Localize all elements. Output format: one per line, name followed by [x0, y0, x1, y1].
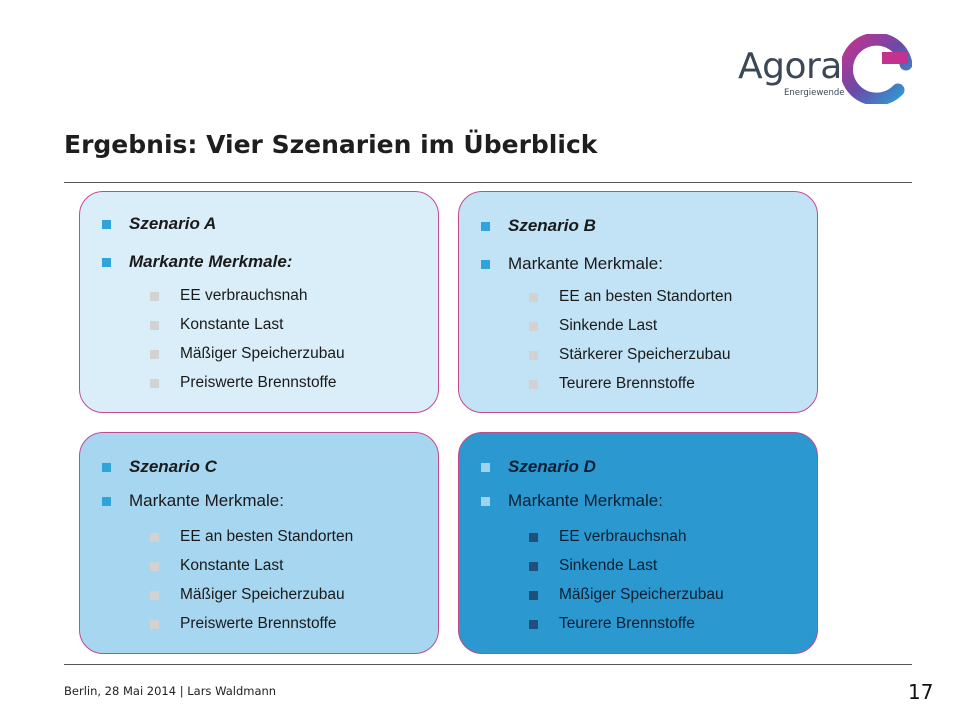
list-item-text: Preiswerte Brennstoffe [180, 374, 337, 391]
list-item-text: EE verbrauchsnah [180, 287, 308, 304]
square-bullet-icon [150, 562, 159, 571]
list-item [150, 528, 353, 546]
square-bullet-icon [150, 591, 159, 600]
scenario-d-box [458, 432, 818, 654]
page-number: 17 [908, 680, 934, 704]
list-item-text: Preiswerte Brennstoffe [180, 615, 337, 632]
square-bullet-icon [102, 463, 111, 472]
square-bullet-icon [150, 321, 159, 330]
list-item [529, 288, 732, 306]
scenario-b-title-row [481, 216, 596, 236]
scenario-b-heading-row [481, 254, 663, 274]
scenario-c-heading-row [102, 491, 284, 511]
square-bullet-icon [481, 222, 490, 231]
list-item-text: EE an besten Standorten [180, 528, 354, 545]
scenario-a-title: Szenario A [129, 214, 217, 233]
scenario-d-heading-row [481, 491, 663, 511]
square-bullet-icon [102, 258, 111, 267]
title-divider [64, 182, 912, 183]
scenario-c-heading: Markante Merkmale: [129, 491, 284, 510]
list-item-text: Konstante Last [180, 557, 284, 574]
list-item-text: Sinkende Last [559, 317, 658, 334]
list-item-text: Mäßiger Speicherzubau [559, 586, 724, 603]
scenario-c-title-row [102, 457, 217, 477]
list-item [529, 557, 657, 575]
scenario-a-box [79, 191, 439, 413]
square-bullet-icon [529, 562, 538, 571]
list-item-text: Teurere Brennstoffe [559, 615, 695, 632]
scenario-c-box [79, 432, 439, 654]
square-bullet-icon [150, 292, 159, 301]
list-item [529, 375, 695, 393]
list-item [150, 345, 345, 363]
scenario-d-title: Szenario D [508, 457, 596, 476]
square-bullet-icon [150, 620, 159, 629]
list-item-text: Konstante Last [180, 316, 284, 333]
footer-divider [64, 664, 912, 665]
square-bullet-icon [481, 463, 490, 472]
list-item-text: EE verbrauchsnah [559, 528, 687, 545]
square-bullet-icon [529, 591, 538, 600]
scenario-b-title: Szenario B [508, 216, 596, 235]
agora-logo [738, 34, 918, 110]
scenario-a-title-row [102, 214, 216, 234]
list-item-text: Teurere Brennstoffe [559, 375, 695, 392]
list-item [150, 557, 283, 575]
list-item-text: EE an besten Standorten [559, 288, 733, 305]
square-bullet-icon [481, 260, 490, 269]
list-item-text: Mäßiger Speicherzubau [180, 345, 345, 362]
square-bullet-icon [150, 533, 159, 542]
scenario-c-title: Szenario C [129, 457, 217, 476]
square-bullet-icon [150, 350, 159, 359]
page-title: Ergebnis: Vier Szenarien im Überblick [64, 130, 598, 159]
square-bullet-icon [529, 620, 538, 629]
square-bullet-icon [529, 322, 538, 331]
list-item [529, 528, 687, 546]
scenario-b-box [458, 191, 818, 413]
logo-subtitle: Energiewende [784, 88, 845, 98]
square-bullet-icon [529, 293, 538, 302]
square-bullet-icon [529, 533, 538, 542]
list-item [150, 615, 337, 633]
scenario-a-heading-row [102, 252, 292, 272]
list-item [150, 316, 283, 334]
list-item [150, 374, 337, 392]
footer-text: Berlin, 28 Mai 2014 | Lars Waldmann [64, 684, 277, 698]
list-item [529, 586, 724, 604]
scenario-b-heading: Markante Merkmale: [508, 254, 663, 273]
agora-mark-icon [842, 34, 912, 104]
scenario-a-heading: Markante Merkmale: [129, 252, 293, 271]
square-bullet-icon [150, 379, 159, 388]
list-item [529, 317, 657, 335]
list-item-text: Mäßiger Speicherzubau [180, 586, 345, 603]
square-bullet-icon [102, 220, 111, 229]
list-item-text: Sinkende Last [559, 557, 658, 574]
scenario-d-heading: Markante Merkmale: [508, 491, 663, 510]
list-item [150, 586, 345, 604]
logo-name: Agora [738, 46, 842, 87]
square-bullet-icon [529, 380, 538, 389]
square-bullet-icon [481, 497, 490, 506]
scenario-d-title-row [481, 457, 596, 477]
square-bullet-icon [529, 351, 538, 360]
list-item [529, 615, 695, 633]
list-item [150, 287, 308, 305]
square-bullet-icon [102, 497, 111, 506]
list-item-text: Stärkerer Speicherzubau [559, 346, 731, 363]
list-item [529, 346, 730, 364]
